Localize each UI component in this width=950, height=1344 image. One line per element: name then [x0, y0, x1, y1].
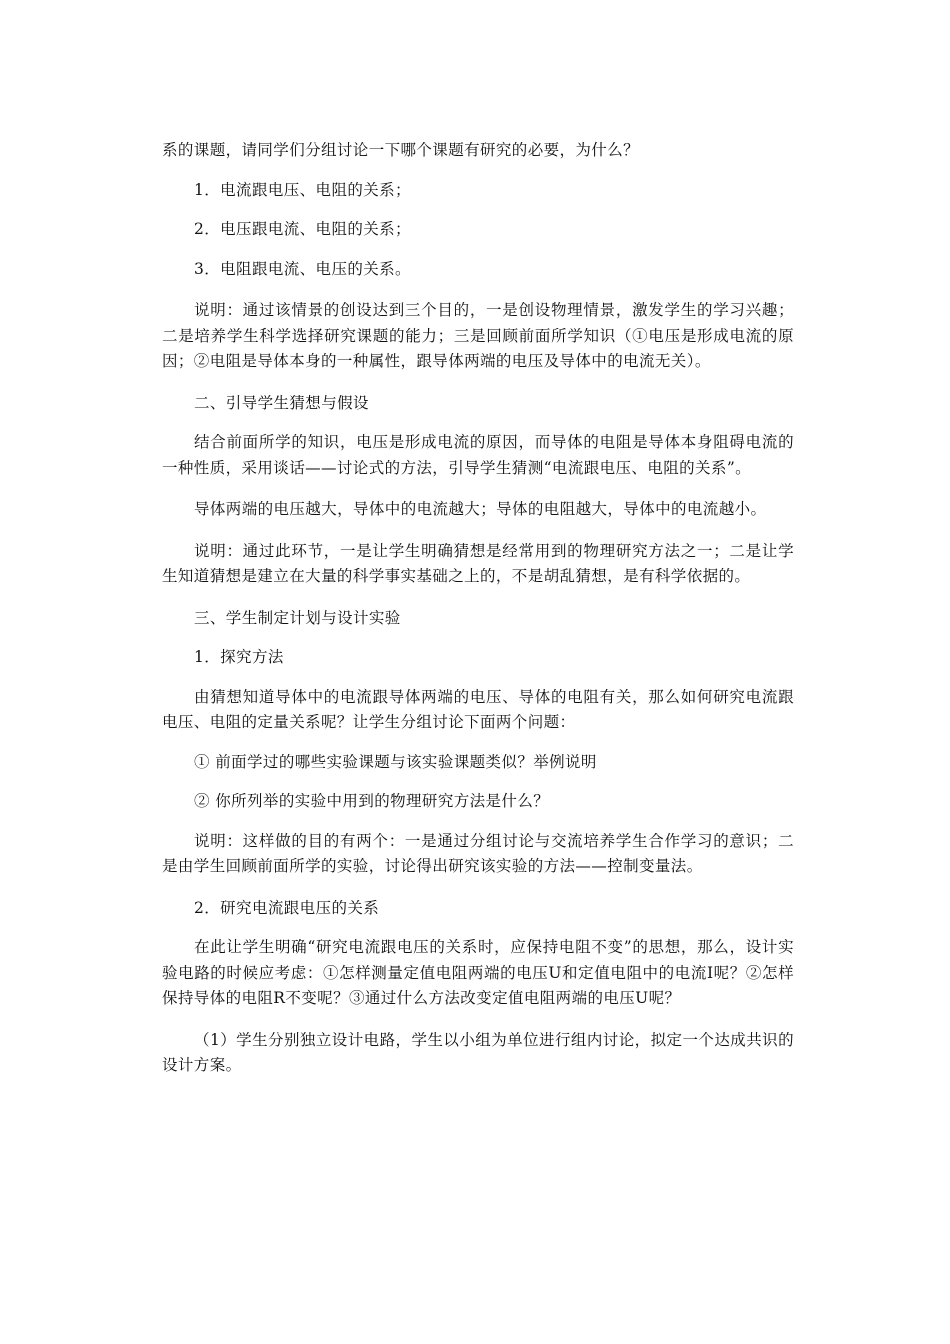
document-body — [162, 138, 794, 1079]
list-item-topic-2: 2．电压跟电流、电阻的关系； — [194, 220, 411, 238]
section-heading-3: 三、学生制定计划与设计实验 — [194, 608, 401, 627]
paragraph-topic-question: 系的课题，请同学们分组讨论一下哪个课题有研究的必要，为什么？ — [162, 141, 640, 159]
paragraph-circuit-design: 在此让学生明确“研究电流跟电压的关系时，应保持电阻不变”的思想，那么，设计实验电路的时候应考虑：①怎样测量定值电阻两端的电压U和定值电阻中的电流I呢？②怎样保持导体的电阻R不变呢？③通过什么方法改变定值电阻两端的电压U呢？ — [162, 938, 794, 1007]
paragraph-note-2: 说明：通过此环节，一是让学生明确猜想是经常用到的物理研究方法之一；二是让学生知道猜想是建立在大量的科学事实基础之上的，不是胡乱猜想，是有科学依据的。 — [162, 541, 794, 585]
paragraph-note-3: 说明：这样做的目的有两个：一是通过分组讨论与交流培养学生合作学习的意识；二是由学生回顾前面所学的实验，讨论得出研究该实验的方法——控制变量法。 — [162, 831, 794, 875]
subheading-current-voltage: 2．研究电流跟电压的关系 — [194, 898, 380, 917]
paragraph-guess-intro: 结合前面所学的知识，电压是形成电流的原因，而导体的电阻是导体本身阻碍电流的一种性质，采用谈话——讨论式的方法，引导学生猜测“电流跟电压、电阻的关系”。 — [162, 433, 794, 477]
paragraph-hypothesis: 导体两端的电压越大，导体中的电流越大；导体的电阻越大，导体中的电流越小。 — [194, 500, 767, 518]
subheading-method: 1．探究方法 — [194, 648, 284, 666]
paragraph-note-1: 说明：通过该情景的创设达到三个目的，一是创设物理情景，激发学生的学习兴趣；二是培养学生科学选择研究课题的能力；三是回顾前面所学知识（①电压是形成电流的原因；②电阻是导体本身的一种属性，跟导体两端的电压及导体中的电流无关）。 — [162, 301, 794, 370]
list-item-topic-1: 1．电流跟电压、电阻的关系； — [194, 180, 411, 199]
list-item-question-2: ② 你所列举的实验中用到的物理研究方法是什么？ — [194, 792, 550, 810]
section-heading-2: 二、引导学生猜想与假设 — [194, 393, 369, 412]
list-item-topic-3: 3．电阻跟电流、电压的关系。 — [194, 259, 411, 278]
paragraph-method: 由猜想知道导体中的电流跟导体两端的电压、导体的电阻有关，那么如何研究电流跟电压、电阻的定量关系呢？让学生分组讨论下面两个问题： — [162, 687, 794, 731]
list-item-question-1: ① 前面学过的哪些实验课题与该实验课题类似？举例说明 — [194, 752, 597, 771]
paragraph-step-1: （1）学生分别独立设计电路，学生以小组为单位进行组内讨论，拟定一个达成共识的设计方案。 — [162, 1030, 794, 1074]
